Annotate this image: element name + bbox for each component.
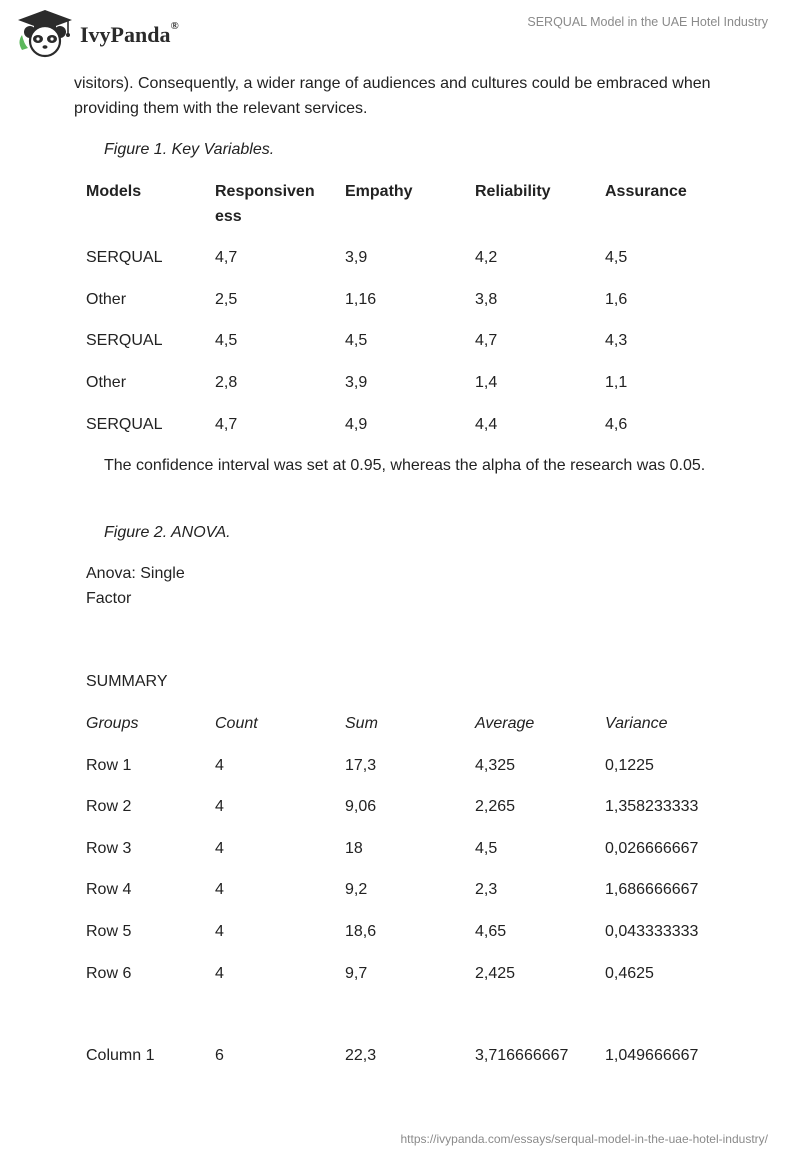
document-title: SERQUAL Model in the UAE Hotel Industry: [527, 15, 768, 29]
table-cell: 1,049666667: [605, 1047, 699, 1064]
paragraph-confidence: The confidence interval was set at 0.95, whereas the alpha of the research was 0.05.: [104, 457, 706, 474]
table-row: [86, 794, 766, 819]
table-cell: 2,3: [475, 881, 498, 899]
table-cell: 4: [215, 964, 224, 982]
table-cell: 4,3: [605, 332, 628, 350]
table-header-cell: Responsiveness: [215, 183, 315, 225]
table-header-cell: Sum: [345, 715, 378, 732]
table-header-cell: Groups: [86, 715, 139, 732]
table-cell: SERQUAL: [86, 249, 163, 266]
table-cell: 18,6: [345, 923, 377, 940]
table-cell: 4,7: [475, 332, 498, 350]
table-cell: 1,1: [605, 374, 628, 392]
table-cell: 4,6: [605, 415, 628, 433]
table-cell: 4: [215, 881, 224, 899]
table-cell: 3,8: [475, 290, 498, 308]
table-cell: 4,5: [605, 249, 628, 266]
table-cell: 1,358233333: [605, 798, 699, 816]
source-url[interactable]: https://ivypanda.com/essays/serqual-model-in-the-uae-hotel-industry/: [400, 1132, 768, 1146]
table-cell: Row 3: [86, 839, 132, 857]
table-cell: 0,1225: [605, 756, 654, 774]
table-row: [86, 1043, 766, 1068]
table-cell: 4,325: [475, 756, 516, 774]
table-row: [86, 370, 766, 395]
table-header-cell: Variance: [605, 715, 668, 732]
table-row: [86, 877, 766, 902]
table-header-cell: Assurance: [605, 183, 687, 200]
table-cell: 2,8: [215, 374, 238, 392]
table-cell: 4,5: [215, 332, 238, 350]
table-header-row: [86, 179, 766, 229]
table-header-row: [86, 711, 766, 736]
table-cell: Row 1: [86, 756, 132, 774]
anova-summary-label: SUMMARY: [86, 673, 168, 690]
table-cell: 1,6: [605, 290, 628, 308]
table-cell: 9,06: [345, 798, 377, 816]
table-row: [86, 328, 766, 353]
table-row: [86, 836, 766, 861]
figure-1-caption: Figure 1. Key Variables.: [104, 141, 275, 158]
table-cell: SERQUAL: [86, 332, 163, 350]
table-cell: 4: [215, 923, 224, 940]
table-cell: 4,4: [475, 415, 498, 433]
table-cell: 1,4: [475, 374, 498, 392]
table-cell: 1,686666667: [605, 881, 699, 899]
table-cell: 9,2: [345, 881, 368, 899]
table-cell: Other: [86, 290, 127, 308]
table-cell: 4: [215, 798, 224, 816]
table-header-cell: Empathy: [345, 183, 413, 200]
panda-logo-icon: [14, 8, 76, 58]
table-cell: 0,4625: [605, 964, 654, 982]
table-row: [86, 919, 766, 944]
table-cell: Row 4: [86, 881, 132, 899]
table-header-cell: Count: [215, 715, 258, 732]
table-header-cell: Models: [86, 183, 142, 200]
table-cell: 0,043333333: [605, 923, 699, 940]
table-cell: 4,7: [215, 249, 238, 266]
table-cell: 3,716666667: [475, 1047, 569, 1064]
table-cell: 22,3: [345, 1047, 377, 1064]
anova-title: Anova: Single Factor: [86, 565, 185, 607]
figure-2-caption: Figure 2. ANOVA.: [104, 524, 231, 541]
table-cell: 3,9: [345, 374, 368, 392]
table-row: [86, 412, 766, 437]
table-cell: 2,5: [215, 290, 238, 308]
table-row: [86, 245, 766, 270]
table-cell: 4,5: [475, 839, 498, 857]
table-cell: 9,7: [345, 964, 368, 982]
table-cell: Other: [86, 374, 127, 392]
brand-name[interactable]: IvyPanda®: [80, 20, 179, 47]
table-row: [86, 287, 766, 312]
table-header-cell: Average: [475, 715, 535, 732]
table-cell: 4,7: [215, 415, 238, 433]
table-header-cell: Reliability: [475, 183, 551, 200]
table-cell: 1,16: [345, 290, 377, 308]
table-cell: 0,026666667: [605, 839, 699, 857]
table-cell: 17,3: [345, 756, 377, 774]
table-cell: Column 1: [86, 1047, 155, 1064]
table-cell: 4: [215, 839, 224, 857]
table-cell: 4,5: [345, 332, 368, 350]
table-cell: 4,65: [475, 923, 507, 940]
table-cell: 4,9: [345, 415, 368, 433]
table-cell: Row 6: [86, 964, 132, 982]
table-cell: 3,9: [345, 249, 368, 266]
table-cell: 2,265: [475, 798, 516, 816]
page-header: [0, 0, 800, 60]
table-cell: 6: [215, 1047, 224, 1064]
table-cell: 2,425: [475, 964, 516, 982]
table-row: [86, 753, 766, 778]
paragraph-intro: visitors). Consequently, a wider range of audiences and cultures could be embraced when providing them with the relevant services.: [74, 75, 711, 117]
table-cell: Row 2: [86, 798, 132, 816]
table-cell: 18: [345, 839, 363, 857]
table-cell: 4,2: [475, 249, 498, 266]
table-row: [86, 961, 766, 986]
table-cell: 4: [215, 756, 224, 774]
table-cell: SERQUAL: [86, 415, 163, 433]
table-cell: Row 5: [86, 923, 132, 940]
